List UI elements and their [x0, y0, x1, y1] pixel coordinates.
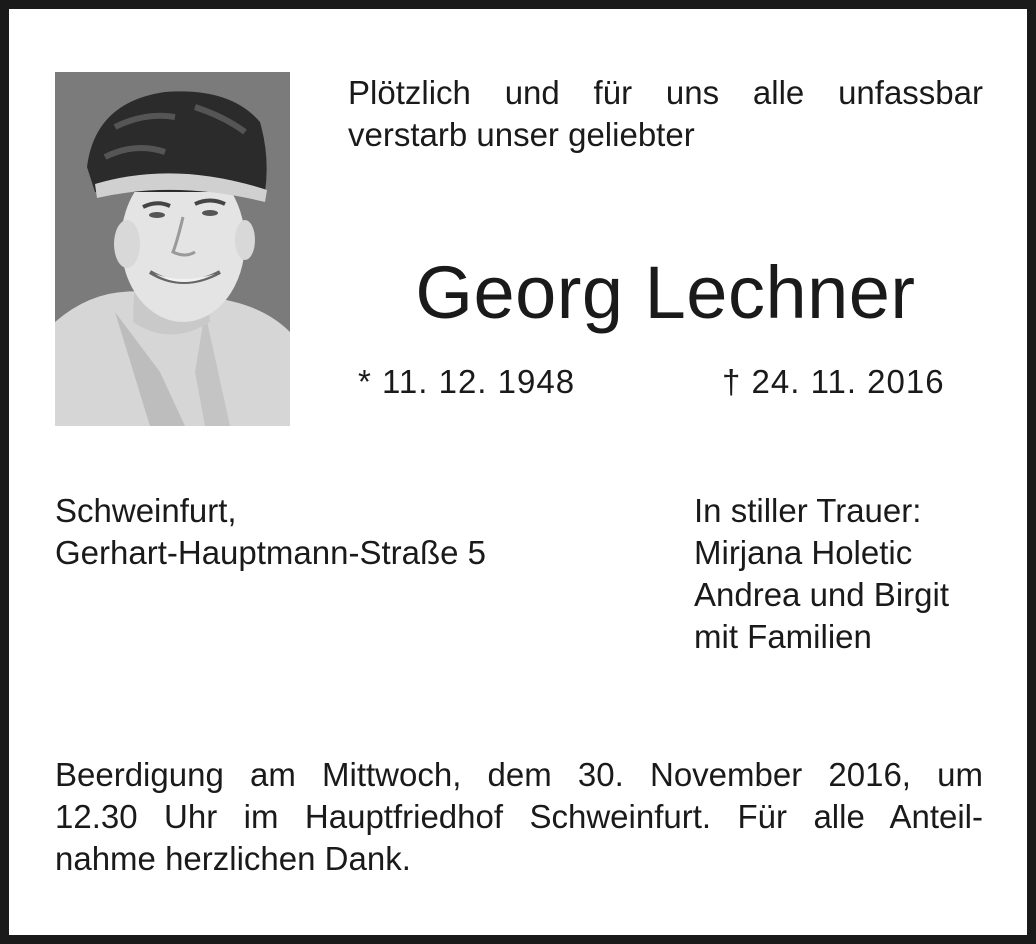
portrait-photo	[55, 72, 290, 426]
intro-line-1: Plötzlich und für uns alle unfassbar	[348, 74, 983, 111]
mourner-name: Mirjana Holetic	[694, 534, 913, 571]
funeral-line-3: nahme herzlichen Dank.	[55, 840, 411, 877]
funeral-notice	[55, 754, 983, 880]
funeral-line-2: 12.30 Uhr im Hauptfriedhof Schweinfurt. Für alle Anteil-	[55, 798, 983, 835]
mourner-name: Andrea und Birgit	[694, 576, 949, 613]
mourners-heading: In stiller Trauer:	[694, 492, 922, 529]
address	[55, 490, 486, 574]
deceased-name: Georg Lechner	[415, 251, 916, 334]
address-line-2: Gerhart-Hauptmann-Straße 5	[55, 534, 487, 571]
death-date: † 24. 11. 2016	[722, 363, 945, 400]
mourner-name: mit Familien	[694, 618, 872, 655]
mourners	[694, 490, 949, 658]
intro-line-2: verstarb unser geliebter	[348, 116, 695, 153]
intro-text	[348, 72, 983, 156]
address-line-1: Schweinfurt,	[55, 492, 237, 529]
portrait-illustration	[55, 72, 290, 426]
funeral-line-1: Beerdigung am Mittwoch, dem 30. November 2016, um	[55, 756, 983, 793]
birth-date: * 11. 12. 1948	[358, 363, 576, 400]
